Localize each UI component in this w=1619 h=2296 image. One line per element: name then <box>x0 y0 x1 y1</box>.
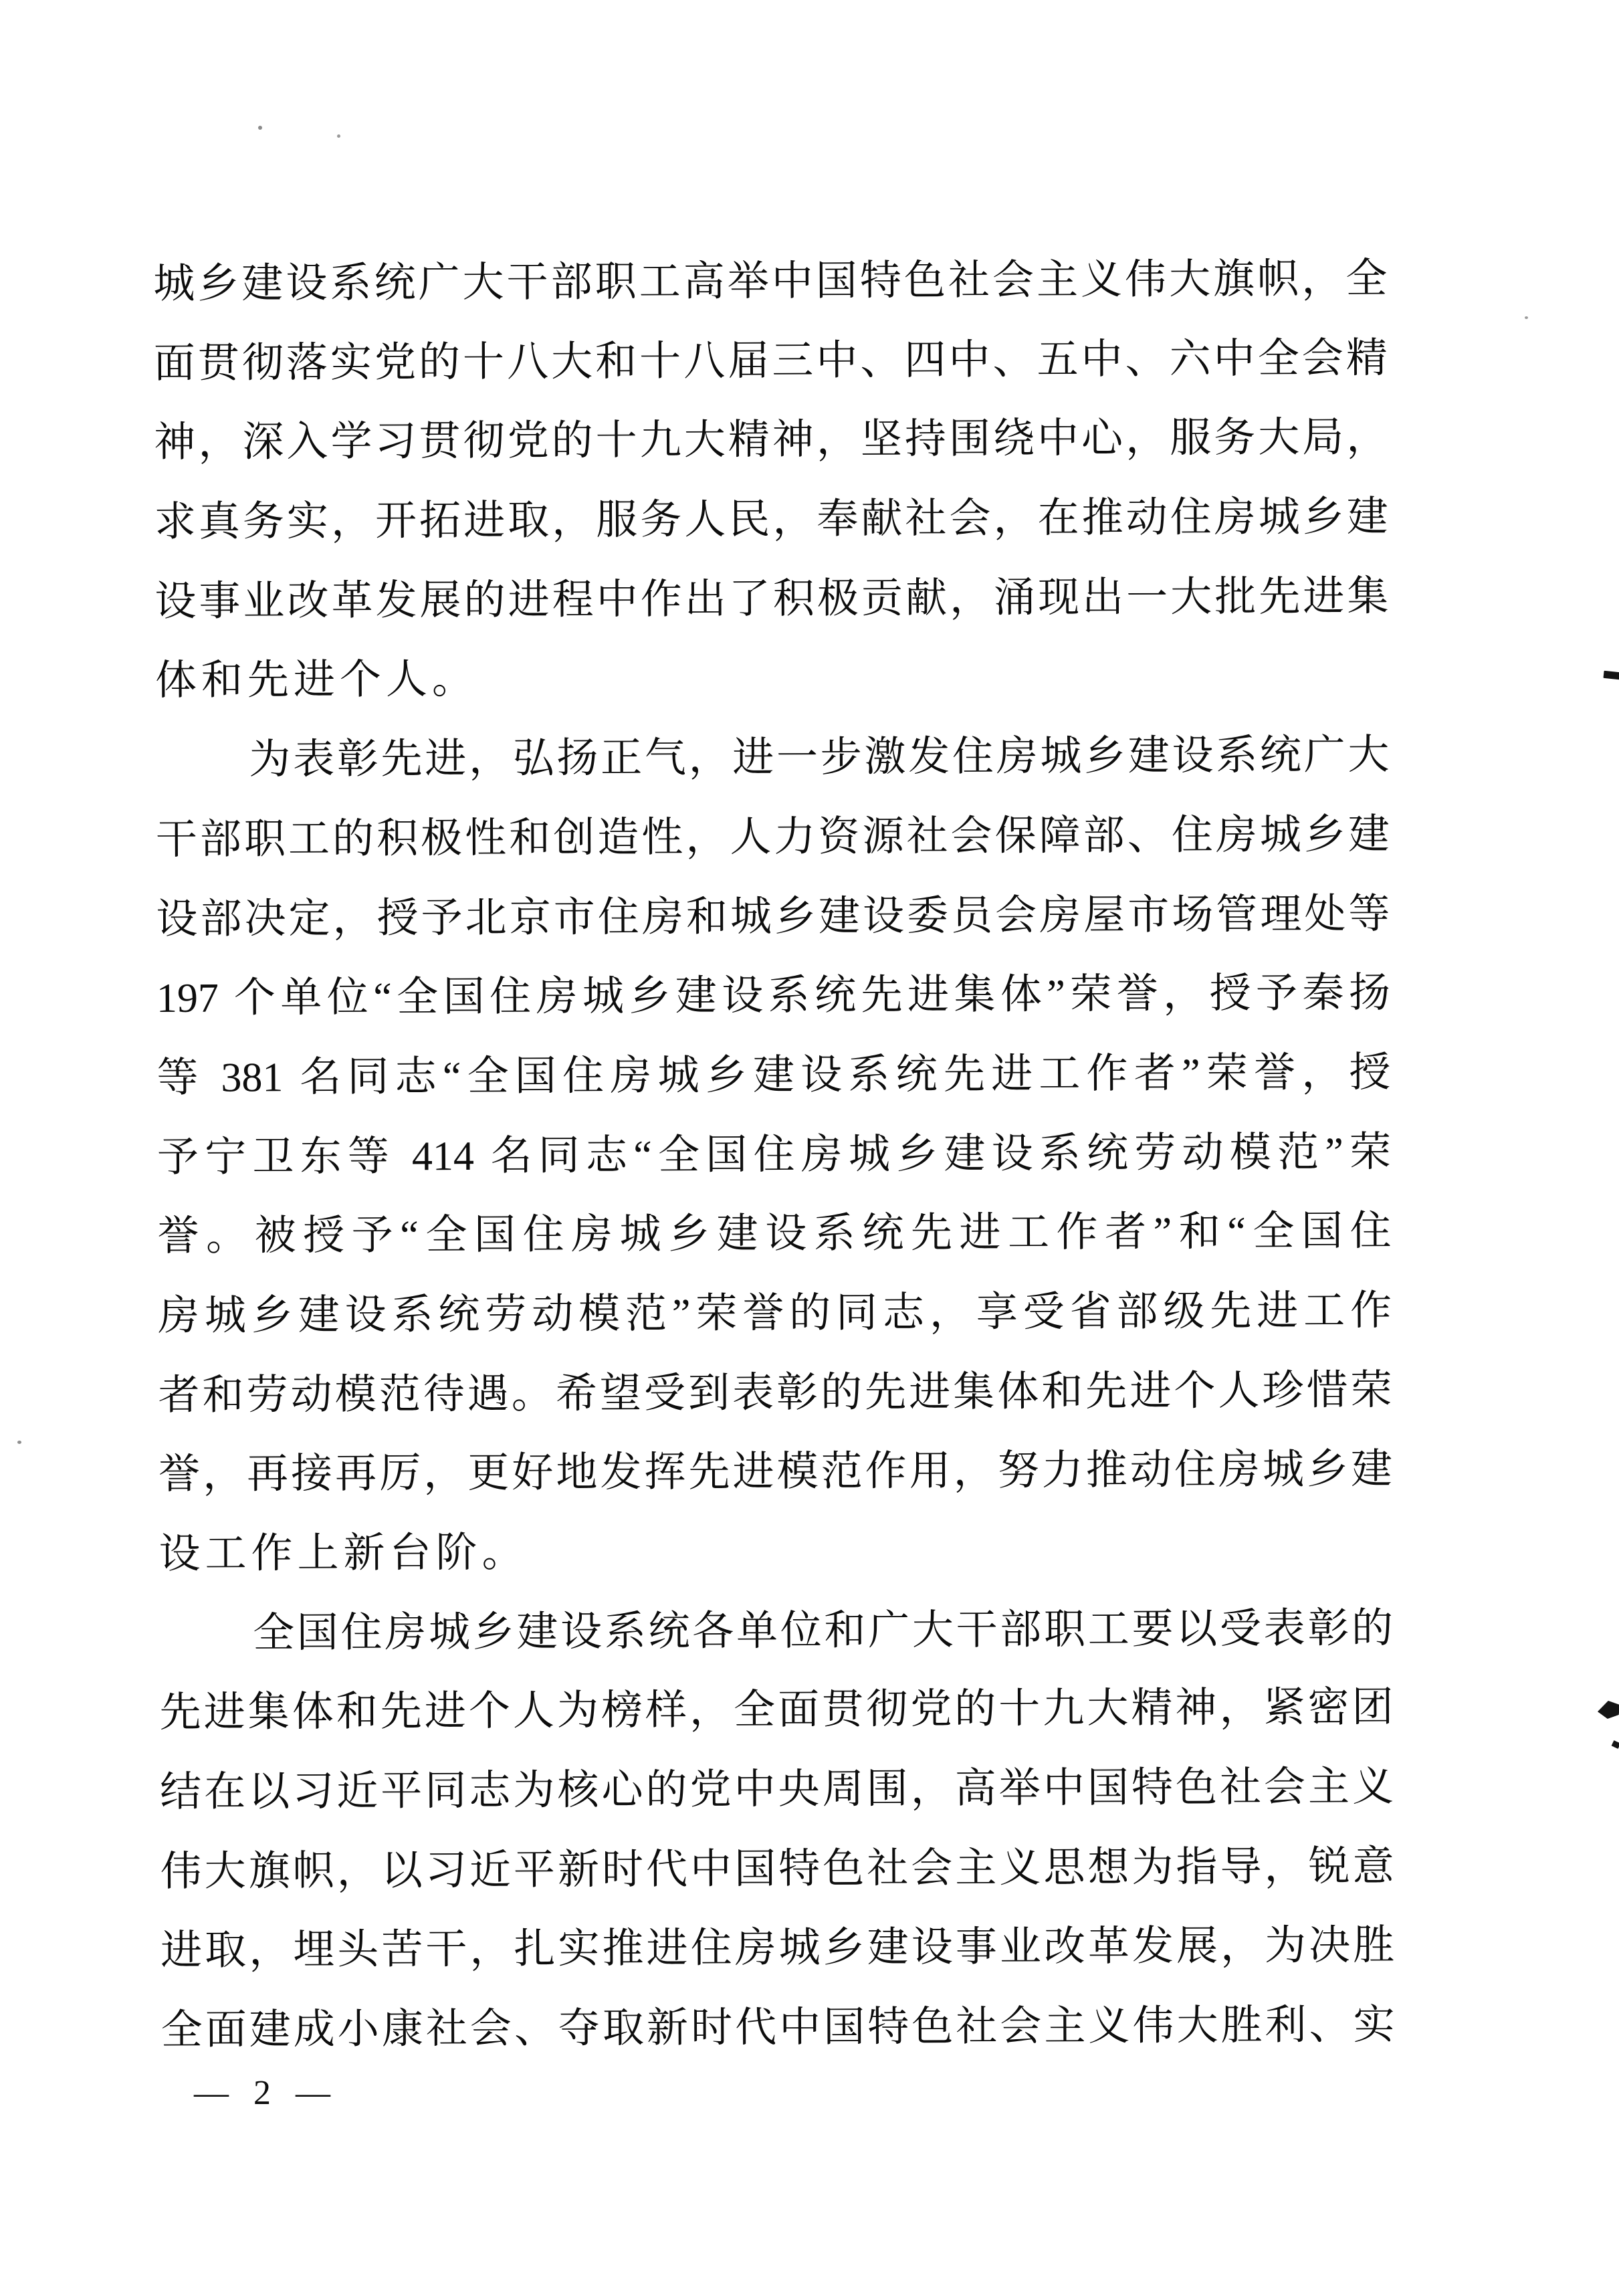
text-line: 设工作上新台阶。 <box>158 1530 528 1578</box>
text-line: 设部决定，授予北京市住房和城乡建设委员会房屋市场管理处等 <box>156 891 1390 942</box>
text-line: 全面建成小康社会、夺取新时代中国特色社会主义伟大胜利、实 <box>160 2002 1395 2054</box>
text-line: 伟大旗帜，以习近平新时代中国特色社会主义思想为指导，锐意 <box>160 1843 1394 1895</box>
scan-speck <box>258 126 262 130</box>
scan-speck <box>1525 316 1528 319</box>
scan-artifact-tick <box>1603 671 1619 680</box>
text-line: 面贯彻落实党的十八大和十八届三中、四中、五中、六中全会精 <box>153 335 1388 387</box>
text-line: 予宁卫东等 414 名同志“全国住房城乡建设系统劳动模范”荣 <box>156 1129 1392 1180</box>
text-line: 结在以习近平同志为核心的党中央周围，高举中国特色社会主义 <box>160 1764 1394 1816</box>
text-line: 进取，埋头苦干，扎实推进住房城乡建设事业改革发展，为决胜 <box>160 1923 1395 1974</box>
page-number: — 2 — <box>194 2074 338 2112</box>
text-line: 誉，再接再厉，更好地发挥先进模范作用，努力推动住房城乡建 <box>158 1447 1393 1498</box>
scan-artifact-tick <box>1612 1740 1619 1749</box>
scan-artifact-blob <box>1598 1701 1619 1719</box>
text-line: 197 个单位“全国住房城乡建设系统先进集体”荣誉，授予秦扬 <box>156 970 1391 1022</box>
text-line: 神，深入学习贯彻党的十九大精神，坚持围绕中心，服务大局， <box>154 415 1388 466</box>
scan-speck <box>337 134 340 138</box>
text-line: 房城乡建设系统劳动模范”荣誉的同志，享受省部级先进工作 <box>157 1287 1392 1339</box>
text-line: 设事业改革发展的进程中作出了积极贡献，涌现出一大批先进集 <box>154 573 1389 625</box>
text-line: 求真务实，开拓进取，服务人民，奉献社会，在推动住房城乡建 <box>154 494 1388 546</box>
text-line: 等 381 名同志“全国住房城乡建设系统先进工作者”荣誉，授 <box>156 1049 1391 1101</box>
text-line: 先进集体和先进个人为榜样，全面贯彻党的十九大精神，紧密团 <box>159 1685 1394 1736</box>
text-line: 干部职工的积极性和创造性，人力资源社会保障部、住房城乡建 <box>155 811 1390 863</box>
text-line: 城乡建设系统广大干部职工高举中国特色社会主义伟大旗帜，全 <box>153 255 1388 308</box>
text-line: 誉。被授予“全国住房城乡建设系统先进工作者”和“全国住 <box>157 1209 1392 1260</box>
document-body <box>153 239 1395 2071</box>
text-line: 全国住房城乡建设系统各单位和广大干部职工要以受表彰的 <box>252 1605 1394 1657</box>
text-line: 为表彰先进，弘扬正气，进一步激发住房城乡建设系统广大 <box>249 732 1390 783</box>
text-line: 者和劳动模范待遇。希望受到表彰的先进集体和先进个人珍惜荣 <box>158 1367 1392 1419</box>
scan-speck <box>17 1441 21 1444</box>
text-line: 体和先进个人。 <box>154 657 479 704</box>
